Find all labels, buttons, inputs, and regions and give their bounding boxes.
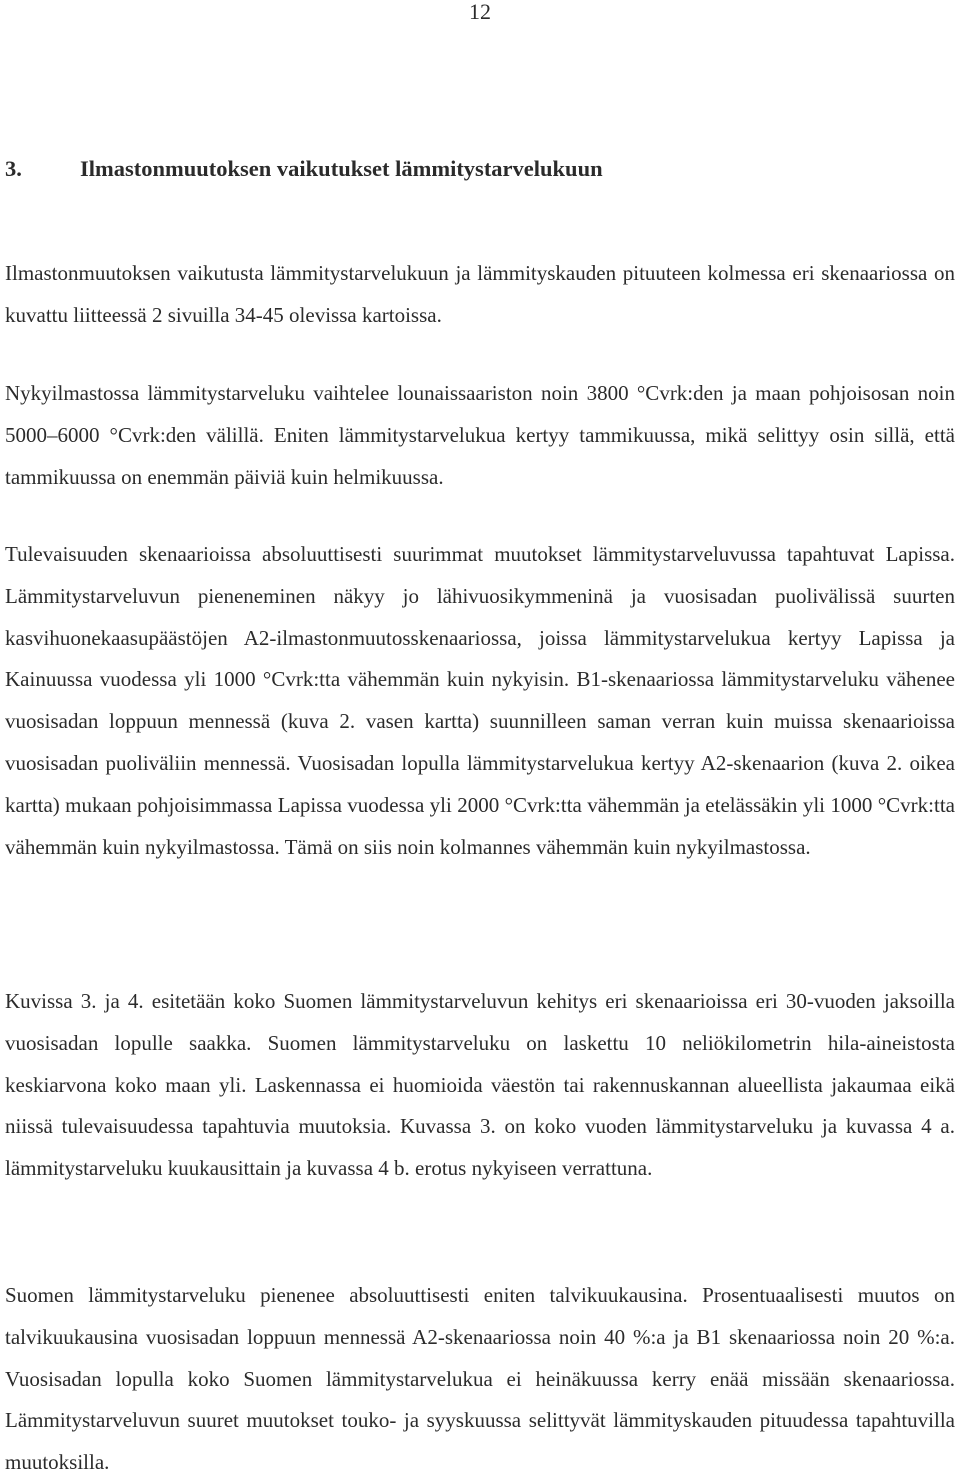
paragraph-4: Kuvissa 3. ja 4. esitetään koko Suomen lämmitystarveluvun kehitys eri skenaarioissa eri 30-vuoden jaksoilla vuosisadan lopulle saakka. Suomen lämmitystarveluku on laskettu 10 neliökilometrin hila-aineistosta keskiarvona koko maan yli. Laskennassa ei huomioida väestön tai rakennuskannan alueellista jakaumaa eikä niissä tulevaisuudessa tapahtuvia muutoksia. Kuvassa 3. on koko vuoden lämmitystarveluku ja kuvassa 4 a. lämmitystarveluku kuukausittain ja kuvassa 4 b. erotus nykyiseen verrattuna.	[5, 989, 955, 1181]
section-heading	[5, 155, 950, 183]
paragraph-1: Ilmastonmuutoksen vaikutusta lämmitystarvelukuun ja lämmityskauden pituuteen kolmessa eri skenaariossa on kuvattu liitteessä 2 sivuilla 34-45 olevissa kartoissa.	[5, 261, 955, 327]
paragraph-2: Nykyilmastossa lämmitystarveluku vaihtelee lounaissaariston noin 3800 °Cvrk:den ja maan pohjoisosan noin 5000–6000 °Cvrk:den välillä. Eniten lämmitystarvelukua kertyy tammikuussa, mikä selittyy osin sillä, että tammikuussa on enemmän päiviä kuin helmikuussa.	[5, 381, 955, 489]
paragraph-3: Tulevaisuuden skenaarioissa absoluuttisesti suurimmat muutokset lämmitystarveluvussa tapahtuvat Lapissa. Lämmitystarveluvun pieneneminen näkyy jo lähivuosikymmeninä ja vuosisadan puolivälissä suurten kasvihuonekaasupäästöjen A2-ilmastonmuutosskenaariossa, joissa lämmitystarvelukua kertyy Lapissa ja Kainuussa vuodessa yli 1000 °Cvrk:tta vähemmän kuin nykyisin. B1-skenaariossa lämmitystarveluku vähenee vuosisadan loppuun mennessä (kuva 2. vasen kartta) suunnilleen saman verran kuin muissa skenaarioissa vuosisadan puoliväliin mennessä. Vuosisadan lopulla lämmitystarvelukua kertyy A2-skenaarion (kuva 2. oikea kartta) mukaan pohjoisimmassa Lapissa vuodessa yli 2000 °Cvrk:tta vähemmän ja etelässäkin yli 1000 °Cvrk:tta vähemmän kuin nykyilmastossa. Tämä on siis noin kolmannes vähemmän kuin nykyilmastossa.	[5, 542, 955, 859]
section-title: Ilmastonmuutoksen vaikutukset lämmitystarvelukuun	[80, 156, 603, 181]
section-number: 3.	[5, 156, 22, 181]
paragraph-5: Suomen lämmitystarveluku pienenee absoluuttisesti eniten talvikuukausina. Prosentuaalisesti muutos on talvikuukausina vuosisadan loppuun mennessä A2-skenaariossa noin 40 %:a ja B1 skenaariossa noin 20 %:a. Vuosisadan lopulla koko Suomen lämmitystarvelukua ei heinäkuussa kerry enää missään skenaariossa. Lämmitystarveluvun suuret muutokset touko- ja syyskuussa selittyvät lämmityskauden pituudessa tapahtuvilla muutoksilla.	[5, 1283, 955, 1475]
page-number: 12	[469, 0, 491, 24]
